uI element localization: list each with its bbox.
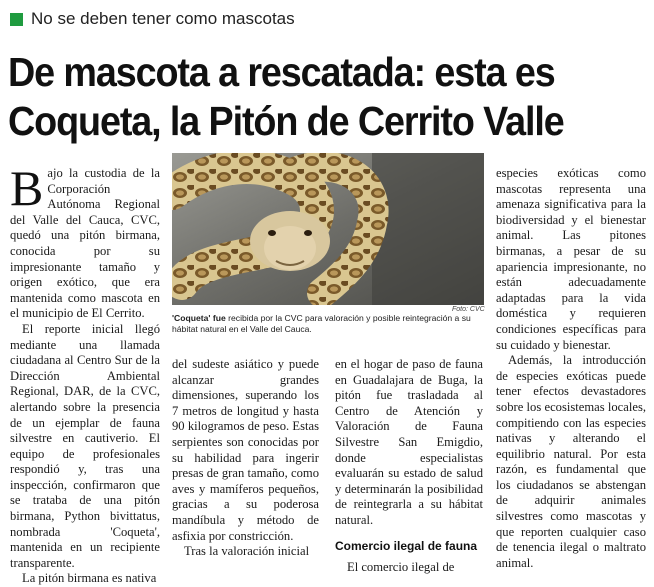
article-column-2: [172, 357, 319, 560]
caption-bold: 'Coqueta' fue: [172, 313, 226, 323]
paragraph: en el hogar de paso de fauna en Guadalajara de Buga, la pitón fue trasladada al Centro de Atención y Valoración de Fauna Silvestre San Emigdio, donde especialistas evaluarán su estado de salud y determinarán la posibilidad de reintegrarla a su hábitat natural.: [335, 357, 483, 527]
article-column-1: [10, 160, 160, 587]
paragraph: especies exóticas como mascotas representa una amenaza significativa para la biodiversidad y el bienestar animal. Las pitones birmanas, a pesar de su apariencia impresionante, no están adecuadamente adaptadas para la vida doméstica y requieren condiciones específicas para su cuidado y bienestar.: [496, 166, 646, 352]
kicker-text: No se deben tener como mascotas: [31, 9, 295, 28]
green-square-icon: [10, 13, 23, 26]
headline-line-2: Coqueta, la Pitón de Cerrito Valle: [8, 98, 564, 144]
headline: [8, 48, 597, 146]
photo-caption: [172, 313, 484, 335]
paragraph: El comercio ilegal de: [347, 560, 455, 575]
headline-line-1: De mascota a rescatada: esta es: [8, 49, 555, 95]
photo-credit: Foto: CVC: [452, 306, 485, 313]
article-column-4: [496, 166, 646, 571]
python-snake-image: [172, 153, 484, 305]
article-column-3: [335, 357, 483, 576]
paragraph: La pitón birmana es nativa: [22, 571, 157, 586]
paragraph: Además, la introducción de especies exóticas puede tener efectos devastadores sobre los ecosistemas locales, compitiendo con las especies nativas y alterando el equilibrio natural. Por esta razón, es fundamental que los ciudadanos se abstengan de adquirir animales silvestres como mascotas y que reporten cualquier caso de tenencia ilegal o maltrato animal.: [496, 353, 646, 570]
subheading: Comercio ilegal de fauna: [335, 538, 478, 553]
paragraph: [10, 160, 160, 322]
paragraph: del sudeste asiático y puede alcanzar grandes dimensiones, superando los 7 metros de longitud y hasta 90 kilogramos de peso. Estas serpientes son conocidas por su habilidad para ingerir presas de gran tamaño, como aves y mamíferos pequeños, gracias a su poderosa mandíbula y método de asfixia por constricción.: [172, 357, 319, 543]
paragraph: El reporte inicial llegó mediante una llamada ciudadana al Centro Sur de la Dirección Ambiental Regional, DAR, de la CVC, alertando sobre la presencia de un ejemplar de fauna silvestre en cautiverio. El equipo de profesionales respondió y, tras una inspección, confirmaron que se trataba de una pitón birmana, Python bivittatus, nombrada 'Coqueta', mantenida en un recipiente transparente.: [10, 321, 160, 570]
drop-cap: B: [10, 160, 44, 216]
caption-text: recibida por la CVC para valoración y posible reintegración a su hábitat natural en el Valle del Cauca.: [172, 313, 471, 334]
python-photo: [172, 153, 484, 305]
section-kicker: [10, 9, 295, 29]
paragraph-text: ajo la custodia de la Corporación Autónoma Regional del Valle del Cauca, CVC, quedó una pitón birmana, conocida por su impresionante tamaño y origen exótico, que era mantenida como mascota en el municipio de El Cerrito.: [10, 166, 160, 321]
paragraph: Tras la valoración inicial: [184, 544, 310, 559]
